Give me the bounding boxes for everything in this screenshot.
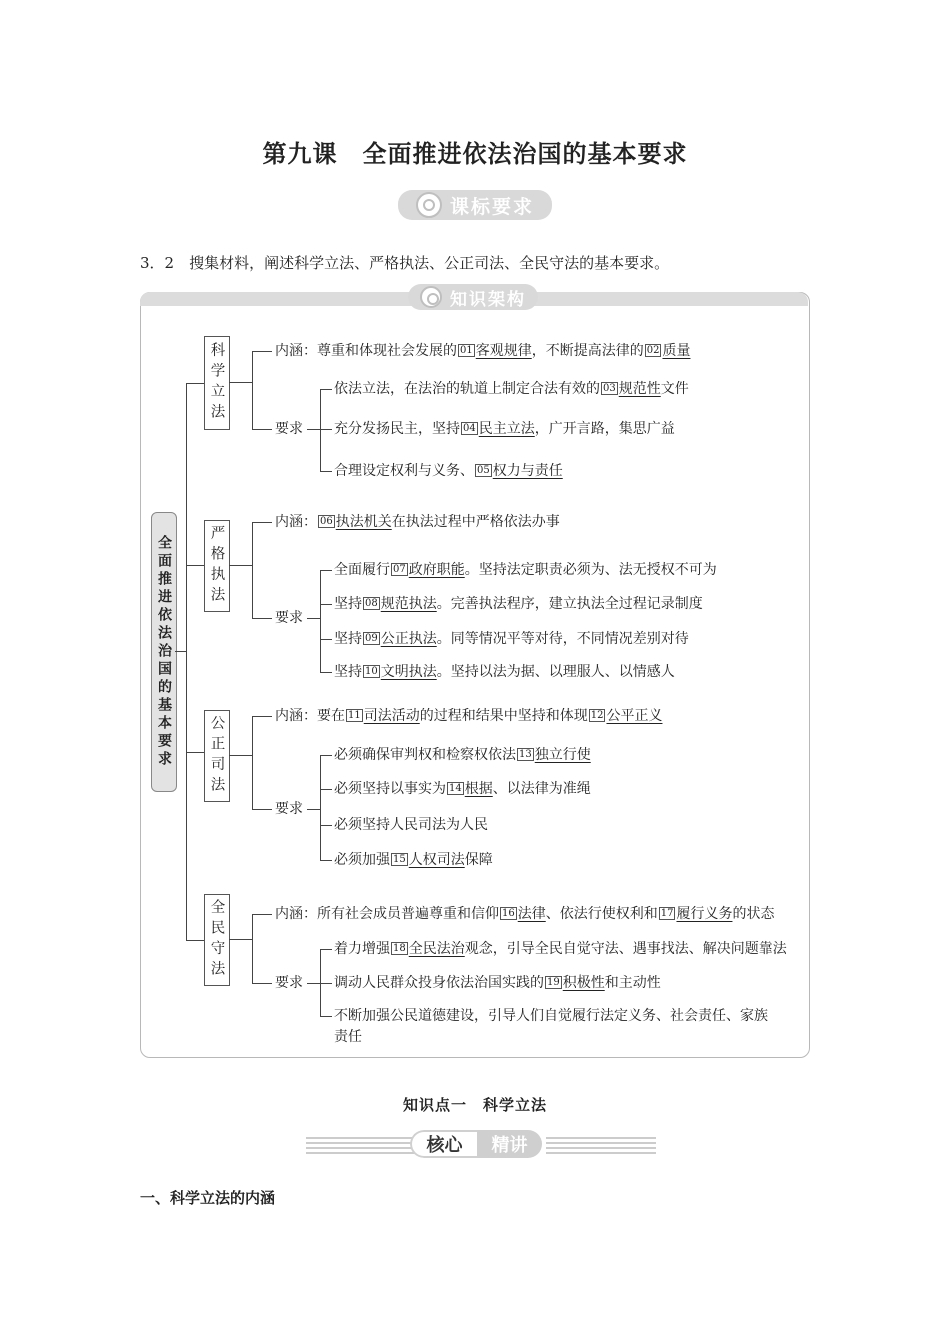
connotation-label: 内涵： — [275, 906, 317, 922]
connector-line — [320, 755, 321, 860]
text-segment: 调动人民群众投身依法治国实践的 — [334, 975, 544, 991]
blank-number: 14 — [449, 783, 462, 794]
blank-number: 07 — [393, 564, 406, 575]
framework-badge — [408, 284, 538, 310]
text-segment: 。完善执法程序，建立执法全过程记录制度 — [436, 596, 703, 612]
connector-line — [252, 522, 272, 523]
blank-number: 12 — [590, 710, 604, 721]
text-segment: 保障 — [464, 852, 493, 868]
text-segment: ，不断提高法律的 — [531, 343, 644, 359]
connector-line — [229, 755, 253, 756]
connector-line — [320, 570, 332, 571]
text-segment: 。同等情况平等对待，不同情况差别对待 — [436, 631, 689, 647]
blank-number: 05 — [477, 465, 490, 476]
connector-line — [307, 429, 321, 430]
branch-node: 严格执法 — [204, 520, 230, 612]
connotation-label: 内涵： — [275, 514, 317, 530]
requirement-line — [334, 816, 488, 834]
blank-number: 16 — [502, 908, 515, 919]
text-segment: 必须确保审判权和检察权依法 — [334, 747, 516, 763]
requirement-line — [334, 1028, 362, 1046]
root-node: 全面推进依法治国的基本要求 — [151, 512, 177, 792]
keyword: 全民法治 — [408, 941, 465, 957]
text-segment: 全面履行 — [334, 562, 390, 578]
blank-number: 11 — [348, 710, 361, 721]
text-segment: 着力增强 — [334, 941, 390, 957]
connector-line — [320, 429, 332, 430]
text-segment: 要在 — [317, 708, 345, 724]
text-segment: 所有社会成员普遍尊重和信仰 — [317, 906, 499, 922]
keyword: 根据 — [464, 781, 493, 797]
blank-number: 08 — [365, 598, 378, 609]
requirement-line — [334, 462, 563, 480]
connector-line — [320, 949, 332, 950]
requirement-line — [334, 630, 689, 648]
branch-node: 科学立法 — [204, 336, 230, 430]
connector-line — [320, 389, 332, 390]
requirement-line — [334, 380, 689, 398]
connotation-label: 内涵： — [275, 708, 317, 724]
connector-line — [229, 382, 253, 383]
text-segment: 的过程和结果中坚持和体现 — [419, 708, 588, 724]
keyword: 法律 — [517, 906, 546, 922]
keyword: 公平正义 — [606, 708, 663, 724]
connector-line — [252, 351, 253, 429]
requirement-line — [334, 746, 591, 764]
requirement-line — [334, 561, 717, 579]
text-segment: 充分发扬民主，坚持 — [334, 421, 460, 437]
connector-line — [252, 809, 272, 810]
connotation-line — [275, 513, 560, 531]
text-segment: 坚持 — [334, 631, 362, 647]
keyword: 积极性 — [562, 975, 605, 991]
requirement-label: 要求 — [275, 610, 303, 626]
text-segment: 依法立法，在法治的轨道上制定合法有效的 — [334, 381, 600, 397]
blank-number: 04 — [463, 423, 476, 434]
keyword: 权力与责任 — [492, 463, 563, 479]
requirement-line — [334, 974, 661, 992]
text-segment: 坚持 — [334, 664, 362, 680]
connector-line — [252, 429, 272, 430]
text-segment: 观念，引导全民自觉守法、遇事找法、解决问题靠法 — [464, 941, 787, 957]
text-segment: 。坚持法定职责必须为、法无授权不可为 — [464, 562, 717, 578]
connector-line — [320, 570, 321, 672]
keyword: 民主立法 — [478, 421, 535, 437]
text-segment: 必须坚持人民司法为人民 — [334, 817, 488, 833]
connotation-label: 内涵： — [275, 343, 317, 359]
blank-number: 17 — [660, 908, 674, 919]
connector-line — [252, 618, 272, 619]
connector-line — [307, 618, 321, 619]
text-segment: 的状态 — [732, 906, 775, 922]
text-segment: 和主动性 — [604, 975, 661, 991]
connector-line — [252, 983, 272, 984]
knowledge-point-title: 知识点一 科学立法 — [402, 1096, 547, 1114]
blank-number: 01 — [460, 345, 473, 356]
blank-number: 19 — [547, 977, 560, 988]
blank-number: 13 — [519, 749, 532, 760]
text-segment: 。坚持以法为据、以理服人、以情感人 — [436, 664, 675, 680]
keyword: 执法机关 — [335, 514, 392, 530]
swirl-icon — [420, 286, 442, 308]
connector-line — [320, 825, 332, 826]
requirement-line — [334, 851, 493, 869]
connector-line — [320, 389, 321, 471]
stripe-decoration-left — [306, 1134, 416, 1154]
connector-line — [229, 939, 253, 940]
connector-line — [252, 914, 253, 983]
connector-line — [252, 522, 253, 618]
connector-line — [320, 1016, 332, 1017]
text-segment: 尊重和体现社会发展的 — [317, 343, 457, 359]
text-segment: 、以法律为准绳 — [492, 781, 591, 797]
connector-line — [320, 672, 332, 673]
requirement-line — [334, 940, 787, 958]
standard-badge — [398, 190, 552, 220]
text-segment: 坚持 — [334, 596, 362, 612]
core-badge-part-a: 核心 — [410, 1130, 477, 1158]
blank-number: 18 — [393, 943, 406, 954]
keyword: 文明执法 — [380, 664, 437, 680]
connector-line — [320, 471, 332, 472]
keyword: 独立行使 — [534, 747, 591, 763]
keyword: 规范执法 — [380, 596, 437, 612]
core-badge-part-b: 精讲 — [477, 1130, 542, 1158]
requirement-label: 要求 — [275, 801, 303, 817]
text-segment: 在执法过程中严格依法办事 — [391, 514, 560, 530]
requirement-line — [334, 595, 703, 613]
keyword: 公正执法 — [380, 631, 437, 647]
blank-number: 09 — [365, 633, 378, 644]
text-segment: ，广开言路，集思广益 — [534, 421, 675, 437]
keyword: 质量 — [662, 343, 691, 359]
text-segment: 文件 — [660, 381, 689, 397]
connector-line — [320, 755, 332, 756]
connotation-line — [275, 905, 774, 923]
standard-text: 3．2 搜集材料，阐述科学立法、严格执法、公正司法、全民守法的基本要求。 — [140, 254, 670, 272]
section-heading: 一、科学立法的内涵 — [140, 1189, 276, 1207]
keyword: 履行义务 — [676, 906, 733, 922]
connotation-line — [275, 707, 662, 725]
branch-node: 全民守法 — [204, 894, 230, 986]
keyword: 司法活动 — [363, 708, 420, 724]
swirl-icon — [416, 192, 442, 218]
connector-line — [252, 716, 253, 809]
stripe-decoration-right — [546, 1134, 656, 1154]
text-segment: 合理设定权利与义务、 — [334, 463, 474, 479]
connector-line — [307, 983, 321, 984]
requirement-line — [334, 780, 591, 798]
text-segment: 责任 — [334, 1029, 362, 1045]
page-title: 第九课 全面推进依法治国的基本要求 — [262, 140, 688, 168]
requirement-line — [334, 420, 675, 438]
requirement-line — [334, 1007, 768, 1025]
connector-line — [320, 604, 332, 605]
text-segment: 、依法行使权利和 — [545, 906, 658, 922]
text-segment: 必须坚持以事实为 — [334, 781, 446, 797]
text-segment: 必须加强 — [334, 852, 390, 868]
connotation-line — [275, 342, 690, 360]
connector-line — [320, 860, 332, 861]
keyword: 人权司法 — [408, 852, 465, 868]
requirement-line — [334, 663, 675, 681]
blank-number: 02 — [646, 345, 660, 356]
blank-number: 15 — [393, 854, 406, 865]
blank-number: 06 — [320, 516, 333, 527]
blank-number: 03 — [603, 383, 616, 394]
standard-badge-label: 课标要求 — [449, 195, 534, 218]
connector-line — [307, 809, 321, 810]
keyword: 规范性 — [618, 381, 661, 397]
keyword: 政府职能 — [408, 562, 465, 578]
connector-line — [229, 565, 253, 566]
connector-line — [320, 639, 332, 640]
requirement-label: 要求 — [275, 975, 303, 991]
connector-line — [252, 716, 272, 717]
connector-line — [252, 914, 272, 915]
framework-badge-label: 知识架构 — [450, 289, 526, 310]
requirement-label: 要求 — [275, 421, 303, 437]
branch-node: 公正司法 — [204, 710, 230, 802]
connector-line — [320, 789, 332, 790]
blank-number: 10 — [365, 666, 378, 677]
connector-line — [252, 351, 272, 352]
connector-line — [320, 983, 332, 984]
core-badge — [306, 1130, 646, 1158]
text-segment: 不断加强公民道德建设，引导人们自觉履行法定义务、社会责任、家族 — [334, 1008, 768, 1024]
keyword: 客观规律 — [475, 343, 532, 359]
